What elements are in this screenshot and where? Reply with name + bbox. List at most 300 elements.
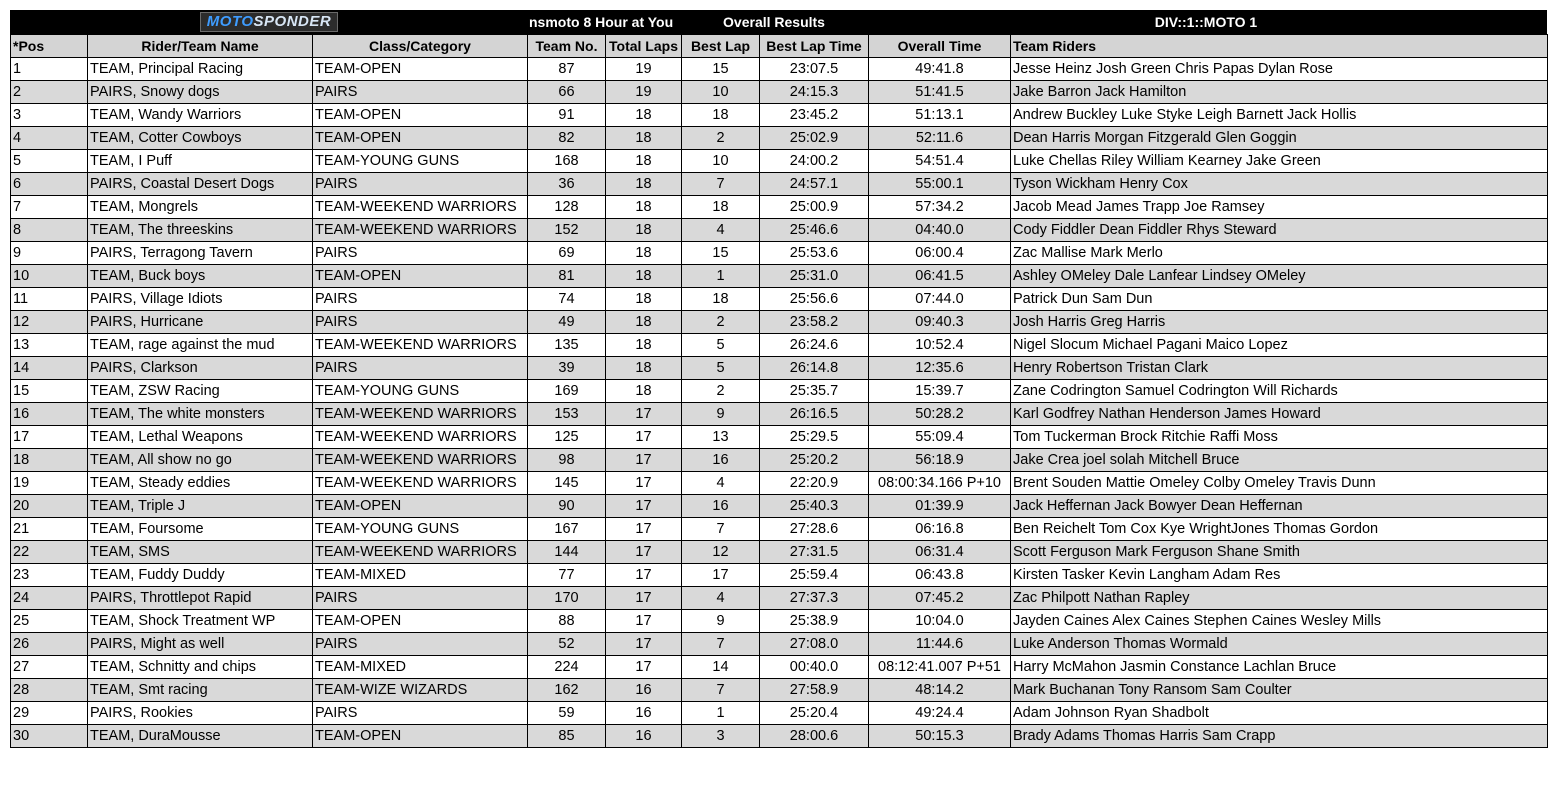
pos-cell: 30 bbox=[11, 725, 88, 748]
class-cell: TEAM-YOUNG GUNS bbox=[313, 380, 528, 403]
pos-cell: 4 bbox=[11, 127, 88, 150]
best-lap-cell: 17 bbox=[682, 564, 760, 587]
team-name-cell: TEAM, Shock Treatment WP bbox=[88, 610, 313, 633]
best-lap-time-cell: 26:24.6 bbox=[760, 334, 869, 357]
team-number-cell: 66 bbox=[528, 81, 606, 104]
team-number-cell: 98 bbox=[528, 449, 606, 472]
team-number-cell: 125 bbox=[528, 426, 606, 449]
class-cell: PAIRS bbox=[313, 81, 528, 104]
team-number-cell: 36 bbox=[528, 173, 606, 196]
best-lap-cell: 7 bbox=[682, 173, 760, 196]
team-riders-cell: Kirsten Tasker Kevin Langham Adam Res bbox=[1011, 564, 1548, 587]
overall-time-cell: 01:39.9 bbox=[869, 495, 1011, 518]
class-cell: TEAM-YOUNG GUNS bbox=[313, 150, 528, 173]
best-lap-cell: 10 bbox=[682, 150, 760, 173]
best-lap-cell: 14 bbox=[682, 656, 760, 679]
overall-time-cell: 48:14.2 bbox=[869, 679, 1011, 702]
col-overall-header: Overall Time bbox=[869, 35, 1011, 58]
team-riders-cell: Tom Tuckerman Brock Ritchie Raffi Moss bbox=[1011, 426, 1548, 449]
total-laps-cell: 17 bbox=[606, 587, 682, 610]
team-riders-cell: Dean Harris Morgan Fitzgerald Glen Goggin bbox=[1011, 127, 1548, 150]
best-lap-cell: 1 bbox=[682, 702, 760, 725]
best-lap-time-cell: 25:20.2 bbox=[760, 449, 869, 472]
table-row bbox=[11, 541, 1548, 564]
overall-time-cell: 56:18.9 bbox=[869, 449, 1011, 472]
team-riders-cell: Nigel Slocum Michael Pagani Maico Lopez bbox=[1011, 334, 1548, 357]
table-row bbox=[11, 104, 1548, 127]
pos-cell: 28 bbox=[11, 679, 88, 702]
overall-time-cell: 50:15.3 bbox=[869, 725, 1011, 748]
team-name-cell: TEAM, All show no go bbox=[88, 449, 313, 472]
table-row bbox=[11, 449, 1548, 472]
best-lap-time-cell: 24:15.3 bbox=[760, 81, 869, 104]
class-cell: TEAM-MIXED bbox=[313, 564, 528, 587]
team-name-cell: TEAM, rage against the mud bbox=[88, 334, 313, 357]
overall-time-cell: 08:00:34.166 P+10 bbox=[869, 472, 1011, 495]
total-laps-cell: 18 bbox=[606, 380, 682, 403]
class-cell: TEAM-MIXED bbox=[313, 656, 528, 679]
team-riders-cell: Brent Souden Mattie Omeley Colby Omeley Travis Dunn bbox=[1011, 472, 1548, 495]
best-lap-cell: 15 bbox=[682, 242, 760, 265]
team-number-cell: 52 bbox=[528, 633, 606, 656]
table-row bbox=[11, 587, 1548, 610]
pos-cell: 3 bbox=[11, 104, 88, 127]
team-riders-cell: Jesse Heinz Josh Green Chris Papas Dylan Rose bbox=[1011, 58, 1548, 81]
title-bar bbox=[10, 10, 1547, 34]
best-lap-time-cell: 24:57.1 bbox=[760, 173, 869, 196]
best-lap-cell: 3 bbox=[682, 725, 760, 748]
team-riders-cell: Jacob Mead James Trapp Joe Ramsey bbox=[1011, 196, 1548, 219]
best-lap-time-cell: 27:58.9 bbox=[760, 679, 869, 702]
best-lap-cell: 7 bbox=[682, 633, 760, 656]
total-laps-cell: 19 bbox=[606, 81, 682, 104]
team-riders-cell: Ashley OMeley Dale Lanfear Lindsey OMeley bbox=[1011, 265, 1548, 288]
best-lap-time-cell: 27:28.6 bbox=[760, 518, 869, 541]
best-lap-cell: 18 bbox=[682, 196, 760, 219]
best-lap-time-cell: 25:35.7 bbox=[760, 380, 869, 403]
team-riders-cell: Andrew Buckley Luke Styke Leigh Barnett Jack Hollis bbox=[1011, 104, 1548, 127]
team-name-cell: TEAM, The threeskins bbox=[88, 219, 313, 242]
pos-cell: 12 bbox=[11, 311, 88, 334]
team-name-cell: TEAM, Smt racing bbox=[88, 679, 313, 702]
team-name-cell: TEAM, Wandy Warriors bbox=[88, 104, 313, 127]
overall-time-cell: 57:34.2 bbox=[869, 196, 1011, 219]
team-riders-cell: Luke Chellas Riley William Kearney Jake Green bbox=[1011, 150, 1548, 173]
col-pos-header: *Pos bbox=[11, 35, 88, 58]
class-cell: TEAM-OPEN bbox=[313, 265, 528, 288]
overall-time-cell: 49:24.4 bbox=[869, 702, 1011, 725]
pos-cell: 25 bbox=[11, 610, 88, 633]
table-row bbox=[11, 725, 1548, 748]
team-number-cell: 59 bbox=[528, 702, 606, 725]
best-lap-cell: 4 bbox=[682, 219, 760, 242]
table-row bbox=[11, 196, 1548, 219]
team-riders-cell: Patrick Dun Sam Dun bbox=[1011, 288, 1548, 311]
table-row bbox=[11, 242, 1548, 265]
total-laps-cell: 17 bbox=[606, 610, 682, 633]
col-class-header: Class/Category bbox=[313, 35, 528, 58]
overall-time-cell: 09:40.3 bbox=[869, 311, 1011, 334]
pos-cell: 11 bbox=[11, 288, 88, 311]
best-lap-cell: 4 bbox=[682, 587, 760, 610]
best-lap-time-cell: 23:07.5 bbox=[760, 58, 869, 81]
team-riders-cell: Ben Reichelt Tom Cox Kye WrightJones Thomas Gordon bbox=[1011, 518, 1548, 541]
overall-time-cell: 10:04.0 bbox=[869, 610, 1011, 633]
overall-time-cell: 11:44.6 bbox=[869, 633, 1011, 656]
team-riders-cell: Josh Harris Greg Harris bbox=[1011, 311, 1548, 334]
team-riders-cell: Zac Philpott Nathan Rapley bbox=[1011, 587, 1548, 610]
best-lap-time-cell: 25:38.9 bbox=[760, 610, 869, 633]
col-totallaps-header: Total Laps bbox=[606, 35, 682, 58]
team-name-cell: TEAM, Foursome bbox=[88, 518, 313, 541]
team-riders-cell: Jake Barron Jack Hamilton bbox=[1011, 81, 1548, 104]
best-lap-cell: 16 bbox=[682, 449, 760, 472]
class-cell: PAIRS bbox=[313, 702, 528, 725]
total-laps-cell: 18 bbox=[606, 334, 682, 357]
class-cell: PAIRS bbox=[313, 311, 528, 334]
results-body bbox=[11, 58, 1548, 748]
team-riders-cell: Scott Ferguson Mark Ferguson Shane Smith bbox=[1011, 541, 1548, 564]
col-teamno-header: Team No. bbox=[528, 35, 606, 58]
class-cell: TEAM-WEEKEND WARRIORS bbox=[313, 541, 528, 564]
team-riders-cell: Jake Crea joel solah Mitchell Bruce bbox=[1011, 449, 1548, 472]
class-cell: TEAM-WIZE WIZARDS bbox=[313, 679, 528, 702]
class-cell: TEAM-OPEN bbox=[313, 725, 528, 748]
overall-time-cell: 10:52.4 bbox=[869, 334, 1011, 357]
total-laps-cell: 18 bbox=[606, 173, 682, 196]
team-number-cell: 153 bbox=[528, 403, 606, 426]
total-laps-cell: 17 bbox=[606, 472, 682, 495]
class-cell: TEAM-WEEKEND WARRIORS bbox=[313, 219, 528, 242]
team-name-cell: PAIRS, Terragong Tavern bbox=[88, 242, 313, 265]
total-laps-cell: 16 bbox=[606, 725, 682, 748]
pos-cell: 27 bbox=[11, 656, 88, 679]
total-laps-cell: 18 bbox=[606, 104, 682, 127]
overall-time-cell: 04:40.0 bbox=[869, 219, 1011, 242]
team-number-cell: 170 bbox=[528, 587, 606, 610]
class-cell: TEAM-OPEN bbox=[313, 104, 528, 127]
total-laps-cell: 17 bbox=[606, 518, 682, 541]
event-title: nsmoto 8 Hour at You bbox=[529, 14, 674, 30]
table-row bbox=[11, 58, 1548, 81]
team-name-cell: PAIRS, Hurricane bbox=[88, 311, 313, 334]
division-title: DIV::1::MOTO 1 bbox=[1154, 14, 1258, 30]
total-laps-cell: 18 bbox=[606, 127, 682, 150]
pos-cell: 17 bbox=[11, 426, 88, 449]
team-riders-cell: Harry McMahon Jasmin Constance Lachlan Bruce bbox=[1011, 656, 1548, 679]
team-name-cell: TEAM, DuraMousse bbox=[88, 725, 313, 748]
best-lap-cell: 13 bbox=[682, 426, 760, 449]
total-laps-cell: 17 bbox=[606, 495, 682, 518]
best-lap-cell: 15 bbox=[682, 58, 760, 81]
team-name-cell: TEAM, SMS bbox=[88, 541, 313, 564]
best-lap-time-cell: 22:20.9 bbox=[760, 472, 869, 495]
total-laps-cell: 17 bbox=[606, 564, 682, 587]
team-name-cell: TEAM, I Puff bbox=[88, 150, 313, 173]
team-number-cell: 167 bbox=[528, 518, 606, 541]
team-name-cell: TEAM, Fuddy Duddy bbox=[88, 564, 313, 587]
class-cell: TEAM-OPEN bbox=[313, 610, 528, 633]
team-number-cell: 169 bbox=[528, 380, 606, 403]
pos-cell: 9 bbox=[11, 242, 88, 265]
team-name-cell: PAIRS, Village Idiots bbox=[88, 288, 313, 311]
best-lap-time-cell: 27:31.5 bbox=[760, 541, 869, 564]
best-lap-time-cell: 28:00.6 bbox=[760, 725, 869, 748]
team-name-cell: TEAM, Triple J bbox=[88, 495, 313, 518]
team-name-cell: PAIRS, Throttlepot Rapid bbox=[88, 587, 313, 610]
best-lap-time-cell: 25:31.0 bbox=[760, 265, 869, 288]
team-name-cell: TEAM, Principal Racing bbox=[88, 58, 313, 81]
best-lap-time-cell: 24:00.2 bbox=[760, 150, 869, 173]
best-lap-time-cell: 25:56.6 bbox=[760, 288, 869, 311]
team-name-cell: PAIRS, Clarkson bbox=[88, 357, 313, 380]
pos-cell: 20 bbox=[11, 495, 88, 518]
overall-time-cell: 06:00.4 bbox=[869, 242, 1011, 265]
best-lap-cell: 5 bbox=[682, 334, 760, 357]
class-cell: TEAM-WEEKEND WARRIORS bbox=[313, 334, 528, 357]
class-cell: TEAM-WEEKEND WARRIORS bbox=[313, 426, 528, 449]
table-row bbox=[11, 564, 1548, 587]
overall-time-cell: 06:43.8 bbox=[869, 564, 1011, 587]
team-number-cell: 85 bbox=[528, 725, 606, 748]
pos-cell: 24 bbox=[11, 587, 88, 610]
table-row bbox=[11, 357, 1548, 380]
table-row bbox=[11, 610, 1548, 633]
best-lap-time-cell: 25:02.9 bbox=[760, 127, 869, 150]
table-row bbox=[11, 472, 1548, 495]
total-laps-cell: 16 bbox=[606, 679, 682, 702]
table-row bbox=[11, 150, 1548, 173]
table-row bbox=[11, 311, 1548, 334]
team-riders-cell: Karl Godfrey Nathan Henderson James Howard bbox=[1011, 403, 1548, 426]
header-row bbox=[11, 35, 1548, 58]
team-name-cell: PAIRS, Might as well bbox=[88, 633, 313, 656]
class-cell: PAIRS bbox=[313, 242, 528, 265]
best-lap-time-cell: 25:53.6 bbox=[760, 242, 869, 265]
class-cell: PAIRS bbox=[313, 633, 528, 656]
best-lap-cell: 1 bbox=[682, 265, 760, 288]
overall-time-cell: 07:44.0 bbox=[869, 288, 1011, 311]
best-lap-time-cell: 25:20.4 bbox=[760, 702, 869, 725]
team-number-cell: 128 bbox=[528, 196, 606, 219]
overall-time-cell: 06:16.8 bbox=[869, 518, 1011, 541]
motosponder-logo: MOTOSPONDER bbox=[200, 12, 338, 32]
class-cell: TEAM-WEEKEND WARRIORS bbox=[313, 403, 528, 426]
total-laps-cell: 17 bbox=[606, 656, 682, 679]
team-riders-cell: Mark Buchanan Tony Ransom Sam Coulter bbox=[1011, 679, 1548, 702]
best-lap-time-cell: 25:46.6 bbox=[760, 219, 869, 242]
team-number-cell: 74 bbox=[528, 288, 606, 311]
team-number-cell: 168 bbox=[528, 150, 606, 173]
overall-time-cell: 50:28.2 bbox=[869, 403, 1011, 426]
best-lap-time-cell: 23:58.2 bbox=[760, 311, 869, 334]
team-number-cell: 152 bbox=[528, 219, 606, 242]
pos-cell: 19 bbox=[11, 472, 88, 495]
col-bestlap-header: Best Lap bbox=[682, 35, 760, 58]
pos-cell: 26 bbox=[11, 633, 88, 656]
pos-cell: 16 bbox=[11, 403, 88, 426]
team-riders-cell: Jayden Caines Alex Caines Stephen Caines Wesley Mills bbox=[1011, 610, 1548, 633]
overall-time-cell: 55:00.1 bbox=[869, 173, 1011, 196]
pos-cell: 13 bbox=[11, 334, 88, 357]
best-lap-cell: 18 bbox=[682, 288, 760, 311]
col-riders-header: Team Riders bbox=[1011, 35, 1548, 58]
table-row bbox=[11, 403, 1548, 426]
total-laps-cell: 17 bbox=[606, 449, 682, 472]
team-riders-cell: Adam Johnson Ryan Shadbolt bbox=[1011, 702, 1548, 725]
total-laps-cell: 18 bbox=[606, 311, 682, 334]
total-laps-cell: 17 bbox=[606, 541, 682, 564]
overall-time-cell: 51:41.5 bbox=[869, 81, 1011, 104]
best-lap-time-cell: 25:00.9 bbox=[760, 196, 869, 219]
team-number-cell: 69 bbox=[528, 242, 606, 265]
col-name-header: Rider/Team Name bbox=[88, 35, 313, 58]
best-lap-time-cell: 25:40.3 bbox=[760, 495, 869, 518]
class-cell: PAIRS bbox=[313, 587, 528, 610]
overall-time-cell: 55:09.4 bbox=[869, 426, 1011, 449]
team-number-cell: 145 bbox=[528, 472, 606, 495]
pos-cell: 14 bbox=[11, 357, 88, 380]
team-riders-cell: Jack Heffernan Jack Bowyer Dean Heffernan bbox=[1011, 495, 1548, 518]
best-lap-cell: 10 bbox=[682, 81, 760, 104]
pos-cell: 10 bbox=[11, 265, 88, 288]
best-lap-time-cell: 25:29.5 bbox=[760, 426, 869, 449]
pos-cell: 18 bbox=[11, 449, 88, 472]
total-laps-cell: 19 bbox=[606, 58, 682, 81]
pos-cell: 8 bbox=[11, 219, 88, 242]
pos-cell: 7 bbox=[11, 196, 88, 219]
overall-time-cell: 49:41.8 bbox=[869, 58, 1011, 81]
pos-cell: 6 bbox=[11, 173, 88, 196]
best-lap-cell: 9 bbox=[682, 610, 760, 633]
overall-time-cell: 08:12:41.007 P+51 bbox=[869, 656, 1011, 679]
overall-time-cell: 51:13.1 bbox=[869, 104, 1011, 127]
class-cell: TEAM-WEEKEND WARRIORS bbox=[313, 449, 528, 472]
best-lap-cell: 9 bbox=[682, 403, 760, 426]
team-name-cell: TEAM, Buck boys bbox=[88, 265, 313, 288]
best-lap-cell: 18 bbox=[682, 104, 760, 127]
overall-time-cell: 52:11.6 bbox=[869, 127, 1011, 150]
overall-time-cell: 06:31.4 bbox=[869, 541, 1011, 564]
team-name-cell: TEAM, ZSW Racing bbox=[88, 380, 313, 403]
team-name-cell: TEAM, Lethal Weapons bbox=[88, 426, 313, 449]
total-laps-cell: 18 bbox=[606, 265, 682, 288]
class-cell: TEAM-OPEN bbox=[313, 495, 528, 518]
team-riders-cell: Brady Adams Thomas Harris Sam Crapp bbox=[1011, 725, 1548, 748]
team-number-cell: 49 bbox=[528, 311, 606, 334]
table-row bbox=[11, 426, 1548, 449]
team-riders-cell: Zane Codrington Samuel Codrington Will Richards bbox=[1011, 380, 1548, 403]
class-cell: TEAM-OPEN bbox=[313, 58, 528, 81]
table-row bbox=[11, 518, 1548, 541]
results-title: Overall Results bbox=[723, 14, 825, 30]
table-row bbox=[11, 265, 1548, 288]
class-cell: PAIRS bbox=[313, 173, 528, 196]
total-laps-cell: 17 bbox=[606, 426, 682, 449]
pos-cell: 29 bbox=[11, 702, 88, 725]
class-cell: TEAM-YOUNG GUNS bbox=[313, 518, 528, 541]
pos-cell: 23 bbox=[11, 564, 88, 587]
total-laps-cell: 18 bbox=[606, 196, 682, 219]
team-riders-cell: Henry Robertson Tristan Clark bbox=[1011, 357, 1548, 380]
best-lap-time-cell: 00:40.0 bbox=[760, 656, 869, 679]
team-number-cell: 91 bbox=[528, 104, 606, 127]
table-row bbox=[11, 173, 1548, 196]
best-lap-cell: 4 bbox=[682, 472, 760, 495]
best-lap-time-cell: 26:14.8 bbox=[760, 357, 869, 380]
overall-time-cell: 07:45.2 bbox=[869, 587, 1011, 610]
class-cell: PAIRS bbox=[313, 288, 528, 311]
total-laps-cell: 18 bbox=[606, 242, 682, 265]
team-number-cell: 87 bbox=[528, 58, 606, 81]
table-row bbox=[11, 702, 1548, 725]
table-row bbox=[11, 288, 1548, 311]
table-row bbox=[11, 380, 1548, 403]
team-name-cell: PAIRS, Rookies bbox=[88, 702, 313, 725]
overall-time-cell: 54:51.4 bbox=[869, 150, 1011, 173]
team-number-cell: 90 bbox=[528, 495, 606, 518]
best-lap-time-cell: 26:16.5 bbox=[760, 403, 869, 426]
pos-cell: 15 bbox=[11, 380, 88, 403]
table-row bbox=[11, 656, 1548, 679]
overall-time-cell: 06:41.5 bbox=[869, 265, 1011, 288]
team-name-cell: PAIRS, Coastal Desert Dogs bbox=[88, 173, 313, 196]
best-lap-cell: 5 bbox=[682, 357, 760, 380]
team-number-cell: 77 bbox=[528, 564, 606, 587]
results-table bbox=[10, 34, 1548, 748]
total-laps-cell: 17 bbox=[606, 633, 682, 656]
total-laps-cell: 18 bbox=[606, 357, 682, 380]
team-number-cell: 82 bbox=[528, 127, 606, 150]
class-cell: TEAM-OPEN bbox=[313, 127, 528, 150]
best-lap-cell: 2 bbox=[682, 311, 760, 334]
best-lap-time-cell: 23:45.2 bbox=[760, 104, 869, 127]
class-cell: TEAM-WEEKEND WARRIORS bbox=[313, 472, 528, 495]
team-name-cell: TEAM, The white monsters bbox=[88, 403, 313, 426]
best-lap-time-cell: 27:08.0 bbox=[760, 633, 869, 656]
best-lap-time-cell: 25:59.4 bbox=[760, 564, 869, 587]
team-number-cell: 162 bbox=[528, 679, 606, 702]
best-lap-cell: 12 bbox=[682, 541, 760, 564]
team-riders-cell: Cody Fiddler Dean Fiddler Rhys Steward bbox=[1011, 219, 1548, 242]
table-row bbox=[11, 679, 1548, 702]
team-name-cell: PAIRS, Snowy dogs bbox=[88, 81, 313, 104]
overall-time-cell: 12:35.6 bbox=[869, 357, 1011, 380]
best-lap-cell: 7 bbox=[682, 679, 760, 702]
team-number-cell: 224 bbox=[528, 656, 606, 679]
overall-time-cell: 15:39.7 bbox=[869, 380, 1011, 403]
total-laps-cell: 16 bbox=[606, 702, 682, 725]
col-bestlaptime-header: Best Lap Time bbox=[760, 35, 869, 58]
team-number-cell: 144 bbox=[528, 541, 606, 564]
best-lap-cell: 2 bbox=[682, 127, 760, 150]
table-row bbox=[11, 81, 1548, 104]
pos-cell: 22 bbox=[11, 541, 88, 564]
table-row bbox=[11, 219, 1548, 242]
team-name-cell: TEAM, Cotter Cowboys bbox=[88, 127, 313, 150]
pos-cell: 2 bbox=[11, 81, 88, 104]
best-lap-time-cell: 27:37.3 bbox=[760, 587, 869, 610]
team-riders-cell: Tyson Wickham Henry Cox bbox=[1011, 173, 1548, 196]
table-row bbox=[11, 334, 1548, 357]
team-name-cell: TEAM, Mongrels bbox=[88, 196, 313, 219]
team-number-cell: 88 bbox=[528, 610, 606, 633]
team-name-cell: TEAM, Schnitty and chips bbox=[88, 656, 313, 679]
best-lap-cell: 7 bbox=[682, 518, 760, 541]
total-laps-cell: 18 bbox=[606, 288, 682, 311]
class-cell: TEAM-WEEKEND WARRIORS bbox=[313, 196, 528, 219]
team-riders-cell: Luke Anderson Thomas Wormald bbox=[1011, 633, 1548, 656]
